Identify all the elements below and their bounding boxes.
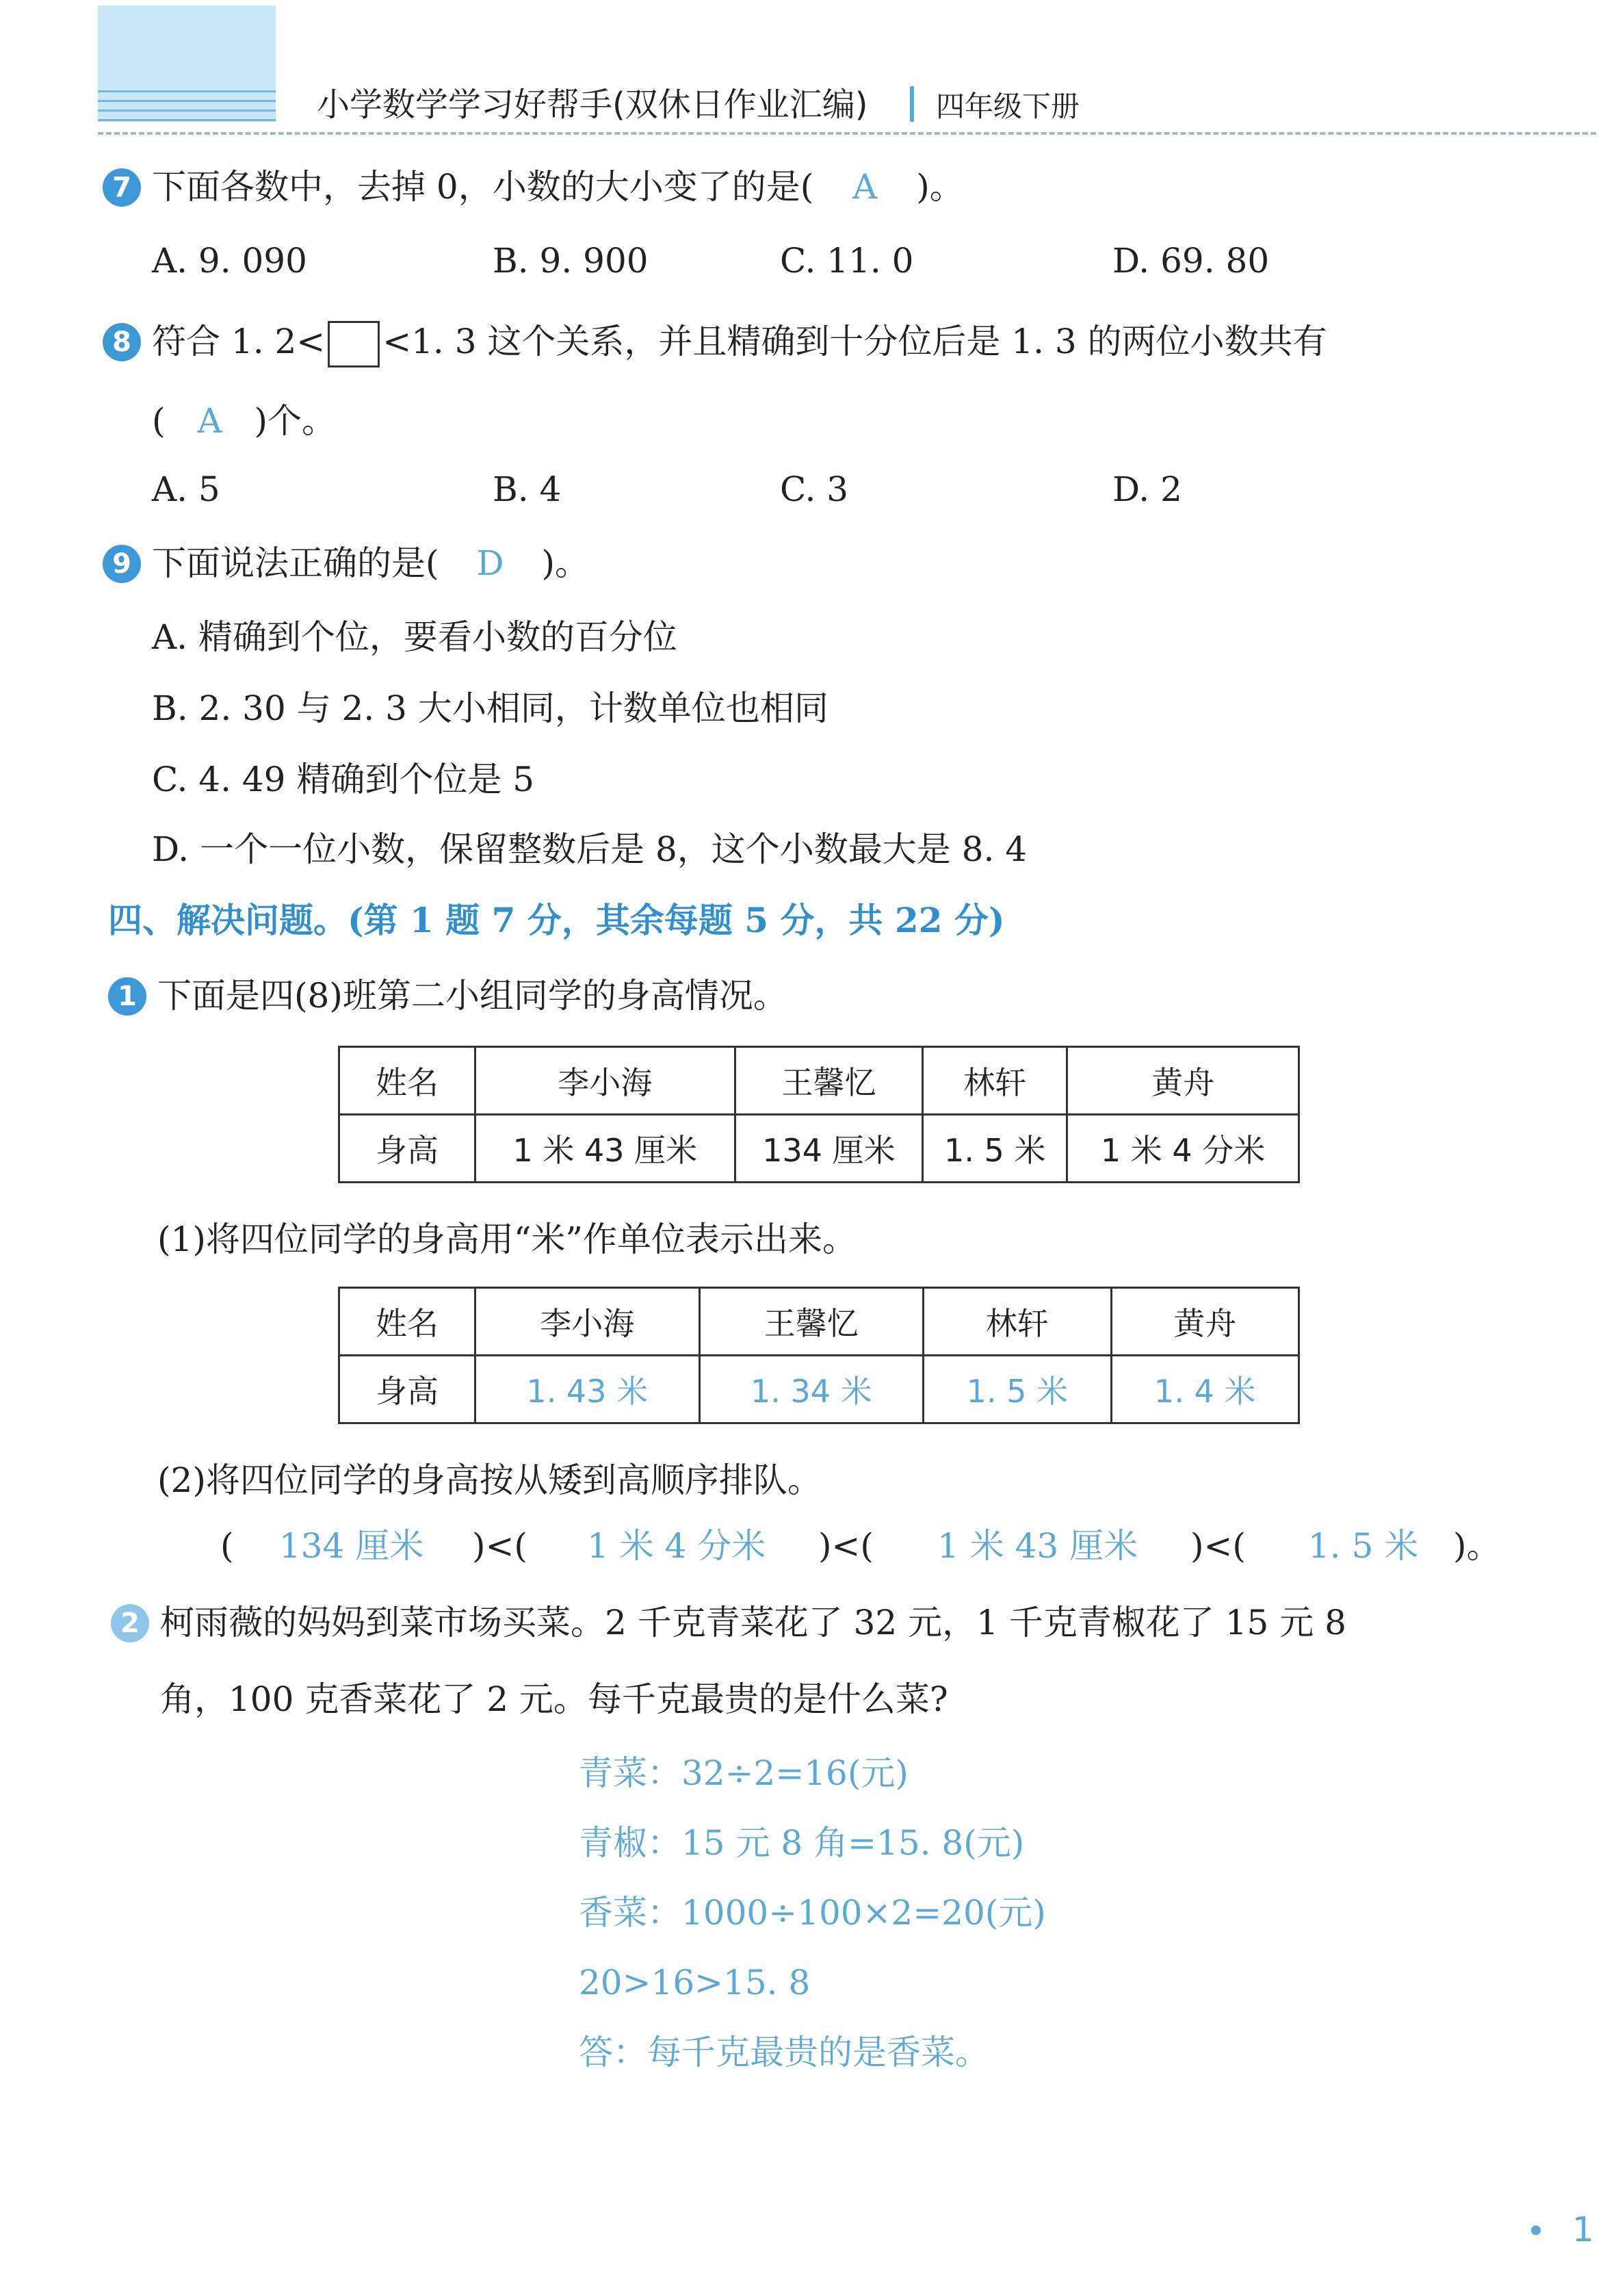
stem-text: )。 — [916, 167, 964, 207]
header-title: 小学数学学习好帮手(双休日作业汇编) — [317, 86, 868, 124]
header-dashed-line — [98, 132, 1596, 135]
header-stripe — [98, 119, 276, 121]
table-cell: 林轩 — [924, 1288, 1111, 1356]
solution-line: 20>16>15. 8 — [579, 1963, 811, 2002]
table-row — [339, 1356, 1299, 1423]
table-cell: 李小海 — [475, 1288, 700, 1356]
question-8-stem — [152, 318, 1327, 367]
table-cell: 林轩 — [923, 1047, 1067, 1115]
answer-table — [338, 1287, 1300, 1424]
height-table — [338, 1046, 1300, 1183]
answer-cell: 1. 4 米 — [1111, 1356, 1299, 1423]
table-row — [339, 1115, 1299, 1183]
table-cell: 姓名 — [339, 1288, 475, 1356]
problem-2-badge: 2 — [111, 1604, 149, 1642]
stem-text: )。 — [541, 543, 590, 583]
option: D. 2 — [1112, 469, 1182, 509]
option: D. 69. 80 — [1112, 241, 1270, 281]
question-9-stem — [152, 539, 589, 587]
answer-cell: 1. 34 米 — [699, 1356, 924, 1423]
option: C. 3 — [780, 469, 849, 509]
answer: D — [476, 543, 504, 583]
question-8-badge: 8 — [103, 323, 141, 361]
table-cell: 王馨忆 — [699, 1288, 924, 1356]
question-7-stem — [152, 163, 964, 211]
header-grade: 四年级下册 — [936, 90, 1080, 123]
table-row — [339, 1047, 1299, 1115]
table-cell: 李小海 — [475, 1047, 735, 1115]
option: C. 4. 49 精确到个位是 5 — [152, 760, 535, 799]
question-9-badge: 9 — [103, 545, 141, 583]
table-cell: 姓名 — [339, 1047, 475, 1115]
header-stripe — [98, 100, 276, 102]
stem-text: 符合 1. 2< — [152, 322, 326, 361]
header-stripe — [98, 109, 276, 112]
stem-text: <1. 3 这个关系，并且精确到十分位后是 1. 3 的两位小数共有 — [382, 322, 1327, 361]
table-cell: 身高 — [339, 1356, 475, 1423]
option: A. 精确到个位，要看小数的百分位 — [152, 617, 677, 657]
page-dot — [1531, 2226, 1541, 2235]
header-divider — [910, 86, 914, 122]
option: B. 2. 30 与 2. 3 大小相同，计数单位也相同 — [152, 688, 828, 728]
question-8-line2 — [152, 397, 336, 445]
answer-cell: 1. 43 米 — [475, 1356, 700, 1423]
table-cell: 黄舟 — [1067, 1047, 1299, 1115]
stem-text: 下面说法正确的是( — [152, 543, 439, 583]
problem-1-badge: 1 — [108, 977, 146, 1016]
problem-1-stem: 下面是四(8)班第二小组同学的身高情况。 — [157, 976, 787, 1016]
problem-2-line2: 角，100 克香菜花了 2 元。每千克最贵的是什么菜? — [160, 1679, 948, 1719]
solution-line: 青椒：15 元 8 角=15. 8(元) — [579, 1823, 1025, 1863]
stem-text: 下面各数中，去掉 0，小数的大小变了的是( — [152, 167, 814, 207]
solution-line: 香菜：1000÷100×2=20(元) — [579, 1893, 1046, 1933]
header-stripe — [98, 90, 276, 92]
stem-text: )个。 — [254, 401, 337, 441]
paren: ( — [220, 1526, 234, 1566]
page-number: 1 — [1572, 2210, 1594, 2249]
option: B. 4 — [493, 469, 562, 509]
order-answer: 1 米 4 分米 — [587, 1526, 766, 1566]
section-title: 四、解决问题。(第 1 题 7 分，其余每题 5 分，共 22 分) — [108, 900, 1005, 940]
answer-box — [328, 321, 380, 367]
table-cell: 王馨忆 — [735, 1047, 923, 1115]
problem-2-line1: 柯雨薇的妈妈到菜市场买菜。2 千克青菜花了 32 元，1 千克青椒花了 15 元 8 — [160, 1603, 1346, 1642]
option: A. 5 — [152, 469, 220, 509]
table-cell: 身高 — [339, 1115, 475, 1183]
less-than: )<( — [818, 1526, 874, 1566]
option: A. 9. 090 — [152, 241, 307, 281]
solution-line: 答：每千克最贵的是香菜。 — [579, 2033, 989, 2072]
order-answer: 134 厘米 — [279, 1526, 424, 1566]
table-row — [339, 1288, 1299, 1356]
paren: ( — [152, 401, 166, 441]
sub-question-1: (1)将四位同学的身高用“米”作单位表示出来。 — [157, 1220, 857, 1259]
order-answer: 1. 5 米 — [1308, 1526, 1419, 1566]
sub-question-2: (2)将四位同学的身高按从矮到高顺序排队。 — [157, 1460, 822, 1500]
table-cell: 黄舟 — [1111, 1288, 1299, 1356]
option: C. 11. 0 — [780, 241, 914, 281]
order-answer: 1 米 43 厘米 — [937, 1526, 1138, 1566]
answer-cell: 1. 5 米 — [924, 1356, 1111, 1423]
table-cell: 1. 5 米 — [923, 1115, 1067, 1183]
solution-line: 青菜：32÷2=16(元) — [579, 1753, 909, 1793]
question-7-badge: 7 — [103, 168, 141, 207]
less-than: )<( — [1190, 1526, 1246, 1566]
option: D. 一个一位小数，保留整数后是 8，这个小数最大是 8. 4 — [152, 829, 1028, 869]
less-than: )<( — [472, 1526, 527, 1566]
answer: A — [197, 401, 222, 441]
answer: A — [852, 167, 878, 207]
option: B. 9. 900 — [493, 241, 649, 281]
table-cell: 1 米 4 分米 — [1067, 1115, 1299, 1183]
table-cell: 1 米 43 厘米 — [475, 1115, 735, 1183]
header-color-block — [98, 5, 276, 122]
table-cell: 134 厘米 — [735, 1115, 923, 1183]
paren: )。 — [1453, 1526, 1501, 1566]
